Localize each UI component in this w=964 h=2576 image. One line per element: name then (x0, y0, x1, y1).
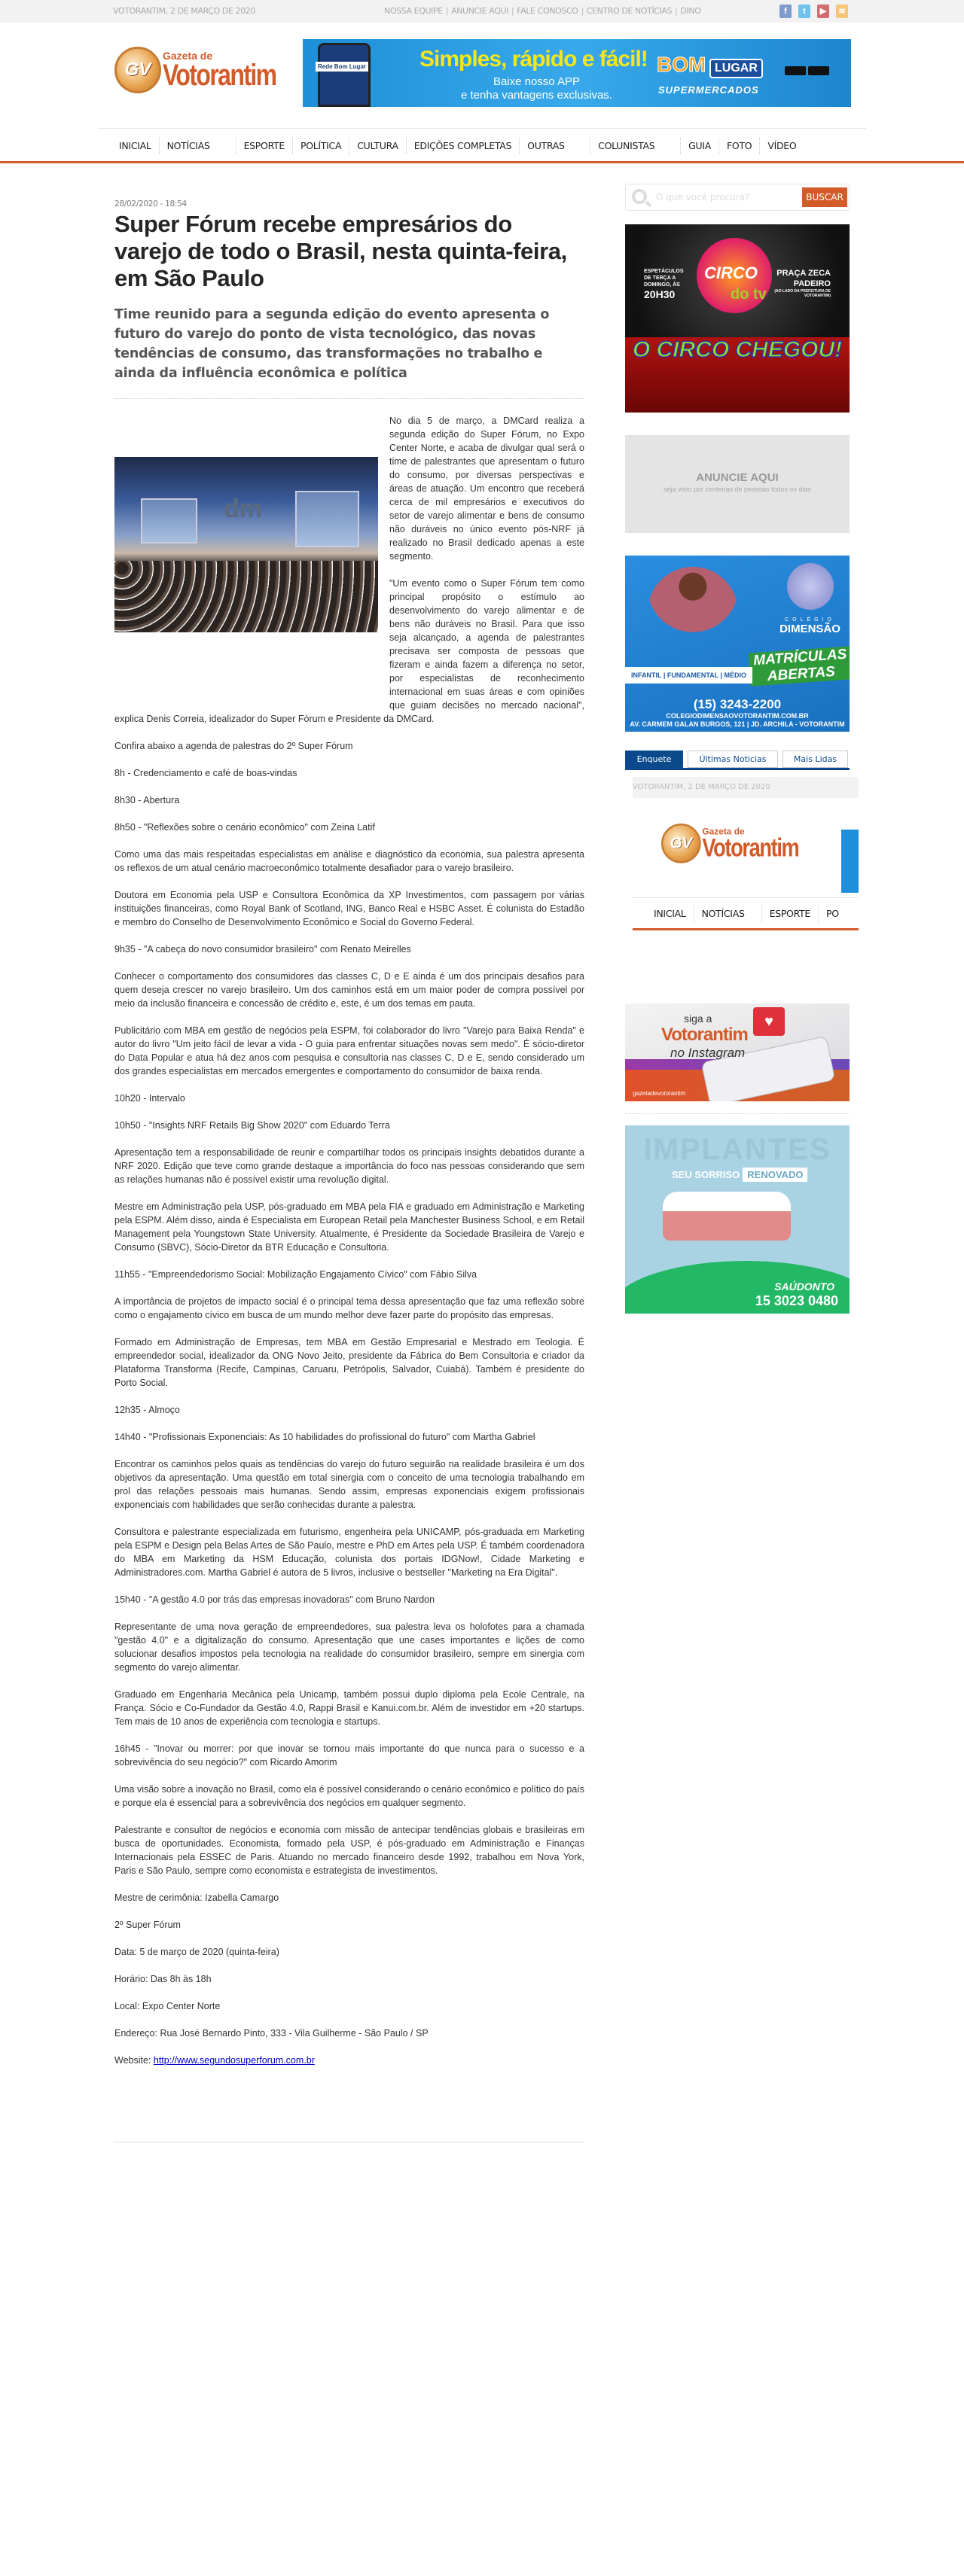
dimensao-levels: INFANTIL | FUNDAMENTAL | MÉDIO (625, 667, 752, 684)
embed-date: VOTORANTIM, 2 DE MARÇO DE 2020 (633, 783, 770, 791)
embed-logo-line1: Gazeta de (702, 826, 745, 836)
implantes-brand: SAÚDONTO (774, 1280, 834, 1293)
article-paragraph: 8h - Credenciamento e café de boas-vindas (114, 768, 297, 778)
implantes-tagline: SEU SORRISO (672, 1169, 740, 1180)
heart-icon: ♥ (753, 1007, 785, 1036)
current-date: VOTORANTIM, 2 DE MARÇO DE 2020 (113, 6, 256, 16)
implantes-highlight: RENOVADO (743, 1168, 807, 1182)
nav-item-poli-tica[interactable]: POLÍTICA (293, 138, 349, 154)
search-box (625, 184, 850, 211)
nav-item-guia[interactable]: GUIA (681, 138, 719, 154)
embed-nav (633, 897, 859, 929)
top-banner-ad[interactable] (303, 39, 851, 107)
article-paragraph: 16h45 - "Inovar ou morrer: por que inovar se tornou mais importante do que nunca para o sucesso e a sobrevivência do seu negócio?" com Ricardo Amorim (114, 1743, 584, 1768)
tab-mais-lidas[interactable]: Mais Lidas (782, 751, 848, 768)
nav-item-inicial[interactable]: INICIAL (646, 906, 694, 922)
nav-item-cultura[interactable]: CULTURA (349, 138, 407, 154)
article-paragraph: Horário: Das 8h às 18h (114, 1974, 212, 1984)
tab-enquete[interactable]: Enquete (625, 751, 683, 768)
website-line (114, 2054, 584, 2067)
article-subtitle: Time reunido para a segunda edição do evento apresenta o futuro do varejo do ponto de vista tecnológico, das novas tendências de consumo, das transformações no trabalho e ainda da influência econômica e política (114, 307, 550, 381)
search-input[interactable]: O que você procura? (656, 192, 750, 202)
article-paragraph: No dia 5 de março, a DMCard realiza a segunda edição do Super Fórum, no Expo Center Norte, e acaba de divulgar qual será o time de palestrantes que apresentam o futuro do consumo, por diversas perspectivas e áreas de atuação. Um encontro que receberá cerca de mil empresários e executivos do setor de varejo alimentar e bens de consumo não duráveis no único evento pós-NRF já realizado no Brasil dedicado apenas a este segmento. (389, 416, 584, 562)
link-dino[interactable]: DINO (680, 6, 701, 16)
link-anuncie-aqui[interactable]: ANUNCIE AQUI (451, 6, 508, 16)
social-links (779, 5, 848, 18)
embed-logo-line2: Votorantim (702, 833, 799, 862)
facebook-icon[interactable]: f (779, 5, 792, 18)
link-fale-conosco[interactable]: FALE CONOSCO (517, 6, 578, 16)
article-paragraph: Endereço: Rua José Bernardo Pinto, 333 - Vila Guilherme - São Paulo / SP (114, 2028, 429, 2039)
article-paragraph: Formado em Administração de Empresas, tem MBA em Gestão Empresarial e Mestrado em Teologia. É empreendedor social, idealizador da ONG Novo Jeito, presidente da Fábrica do Bem Consultoria e criador da Plataforma Transforma (Recife, Campinas, Caruaru, Petrópolis, Salvador, Cuiabá). Também é presidente do Porto Social. (114, 1337, 584, 1388)
nav-underline (0, 161, 964, 163)
article-paragraph: 10h50 - "Insights NRF Retails Big Show 2020" com Eduardo Terra (114, 1120, 390, 1131)
insta-line2: Votorantim (661, 1025, 748, 1045)
article-paragraph: Mestre de cerimônia: Izabella Camargo (114, 1892, 279, 1903)
photo-dm-logo: dm (224, 495, 262, 523)
article-paragraph: 12h35 - Almoço (114, 1405, 180, 1415)
article-paragraph: Apresentação tem a responsabilidade de reunir e compartilhar todos os principais insights debatidos durante a NRF 2020. Edição que teve como grande destaque a importância do foco nas pessoas considerando que sem as relações humanas não é possível existir uma revolução digital. (114, 1147, 584, 1185)
circo-title: CIRCO (704, 263, 758, 282)
logo-badge: GV (114, 47, 161, 93)
banner-sub1: Baixe nosso APP (493, 75, 581, 88)
nav-item-esporte[interactable]: ESPORTE (762, 906, 819, 922)
embed-logo-badge: GV (661, 824, 701, 863)
article-paragraph: Mestre em Administração pela USP, pós-graduado em MBA pela FIA e graduado em Administração e Marketing pela ESPM. Além disso, ainda é Especialista em European Retail pela Manchester Business School, e em Retail Management pela Youngstown State University. Atualmente, é Presidente da Sociedade Brasileira de Varejo e Consumo (SBVC), Sócio-Diretor da BTR Educação e Consultoria. (114, 1201, 584, 1253)
article-paragraph: 10h20 - Intervalo (114, 1093, 185, 1104)
article-paragraph: Graduado em Engenharia Mecânica pela Unicamp, também possui duplo diploma pela Ecole Centrale, na França. Sócio e Co-Fundador da Gestão 4.0, Rappi Brasil e Kanui.com.br. Além de investidor em +20 startups. Tem mais de 10 anos de experiência com tecnologia e startups. (114, 1689, 584, 1727)
youtube-icon[interactable]: ▶ (817, 5, 829, 18)
nav-item-esporte[interactable]: ESPORTE (236, 138, 293, 154)
site-logo[interactable] (114, 47, 304, 93)
link-centro-noticias[interactable]: CENTRO DE NOTÍCIAS (586, 6, 673, 16)
embedded-page-frame (625, 777, 859, 973)
article-paragraph: Data: 5 de março de 2020 (quinta-feira) (114, 1947, 279, 1957)
tab-ultimas-noticias[interactable]: Últimas Noticias (688, 751, 778, 768)
nav-item-noti-cias[interactable]: NOTÍCIAS (694, 906, 762, 922)
nav-item-foto[interactable]: FOTO (719, 138, 760, 154)
circo-place: PRAÇA ZECA PADEIRO (776, 269, 831, 288)
main-nav (98, 128, 866, 163)
brand-bom: BOM (657, 53, 706, 76)
article-paragraph: 8h50 - "Reflexões sobre o cenário econômico" com Zeina Latif (114, 822, 375, 833)
dimensao-site: COLEGIODIMENSAOVOTORANTIM.COM.BR (666, 712, 809, 720)
article-paragraph: Representante de uma nova geração de empreendedores, sua palestra leva os holofotes para a chamada "gestão 4.0" e a digitalização do consumo. Apresentação que une cases importantes e lições de como solucionar desafios impostos pela tecnologia na realidade do consumidor brasileiro, sempre em sinergia com segmento do varejo alimentar. (114, 1621, 584, 1673)
article-paragraph: Uma visão sobre a inovação no Brasil, como ela é possível considerando o cenário econômico e político do país e porque ela é essencial para a sobrevivência dos negócios em qualquer segmento. (114, 1784, 584, 1808)
article-paragraph: 9h35 - "A cabeça do novo consumidor brasileiro" com Renato Meirelles (114, 944, 411, 955)
dimensao-address: AV. CARMEM GALAN BURGOS, 121 | JD. ARCHILA - VOTORANTIM (630, 720, 845, 728)
article-paragraph: Consultora e palestrante especializada em futurismo, engenheira pela UNICAMP, pós-graduada em Marketing pela ESPM e Design pela Belas Artes de São Paulo, mestre e PhD em Artes pela USP. É também coordenadora do MBA em Marketing da HSM Educação, colunista dos portais IDGNow!, Cidade Marketing e Administradores.com. Martha Gabriel é autora de 5 livros, inclusive o bestseller "Marketing na Era Digital". (114, 1527, 584, 1578)
dimensao-matriculas: MATRÍCULAS ABERTAS (749, 646, 850, 686)
article-paragraph: Conhecer o comportamento dos consumidores das classes C, D e E ainda é um dos principais desafios para quem deseja crescer no varejo brasileiro. Um dos caminhos está em um maior poder de compra possível por meio da inclusão financeira e concessão de crédito e, este, é um dos temas em pauta. (114, 971, 584, 1009)
teeth-image (663, 1192, 791, 1241)
article-paragraph: 8h30 - Abertura (114, 795, 180, 805)
implantes-bg: IMPLANTES (643, 1133, 831, 1166)
article-paragraph: 15h40 - "A gestão 4.0 por trás das empresas inovadoras" com Bruno Nardon (114, 1594, 435, 1605)
article-paragraph: Publicitário com MBA em gestão de negócios pela ESPM, foi colaborador do livro "Varejo para Baixa Renda" e autor do livro "Um jeito fácil de levar a vida - O guia para enfrentar situações novas sem medo". É sócio-diretor do Data Popular e atua há dez anos com pesquisa e consultoria nas classes C, D e E, sendo considerado um dos grandes especialistas em mercados emergentes e comportamento do consumidor de baixa renda. (114, 1025, 584, 1076)
top-links: NOSSA EQUIPE | ANUNCIE AQUI | FALE CONOSCO | CENTRO DE NOTÍCIAS | DINO (384, 6, 701, 16)
divider (114, 398, 584, 399)
nav-item-colunistas[interactable]: COLUNISTAS (590, 138, 681, 154)
phone-label: Rede Bom Lugar (316, 62, 368, 72)
dimensao-phone: (15) 3243-2200 (693, 697, 782, 711)
anuncie-aqui-ad[interactable] (625, 435, 850, 533)
insta-line3: no Instagram (670, 1046, 746, 1060)
nav-item-vi-deo[interactable]: VÍDEO (767, 140, 797, 151)
article-paragraph: Encontrar os caminhos pelos quais as tendências do varejo do futuro seguirão na realidade brasileira é um dos objetivos da apresentação. Uma questão em total sinergia com o conceito de uma tecnologia trabalhando em prol das relações pessoais mais humanas. Sendo assim, empresas exponenciais exigem profissionais exponenciais com habilidades que serão conhecidas durante a palestra. (114, 1459, 584, 1510)
nav-item-edic-o-es-completas[interactable]: EDIÇÕES COMPLETAS (407, 138, 520, 154)
article-paragraph: Como uma das mais respeitadas especialistas em análise e diagnóstico da economia, sua palestra apresenta os reflexos de um atual cenário macroeconômico totalmente desafiador para o varejo brasileiro. (114, 849, 584, 873)
top-bar (0, 0, 964, 23)
dimensao-ad[interactable] (625, 556, 850, 732)
app-store-badges (785, 66, 829, 75)
article-body (114, 414, 584, 2067)
phone-image (318, 43, 371, 107)
implantes-ad[interactable] (625, 1125, 850, 1314)
embed-banner (841, 830, 859, 893)
insta-line1: siga a (684, 1012, 712, 1025)
implantes-phone: 15 3023 0480 (755, 1293, 838, 1308)
article-paragraph: Doutora em Economia pela USP e Consultora Econômica da XP Investimentos, com passagem por várias instituições financeiras, como Royal Bank of Scotland, ING, Banco Real e HSBC Asset. É colunista do Estadão e membro do Conselho de Desenvolvimento Econômico e Social do Governo Federal. (114, 890, 584, 927)
circo-ad[interactable] (625, 224, 850, 413)
insta-handle: gazetadevotorantim (633, 1090, 686, 1097)
article-paragraph: A importância de projetos de impacto social é o principal tema dessa apresentação que faz uma reflexão sobre como o engajamento cívico em busca de um mundo melhor deve fazer parte do propósito das empresas. (114, 1296, 584, 1320)
circo-headline: O CIRCO CHEGOU! (632, 337, 843, 362)
article-paragraph: 2º Super Fórum (114, 1920, 181, 1930)
dimensao-name: DIMENSÃO (779, 623, 840, 635)
sidebar-tabs (625, 751, 850, 770)
circo-time: 20H30 (644, 288, 676, 300)
brand-sub: SUPERMERCADOS (658, 84, 759, 96)
logo-line2: Votorantim (163, 59, 276, 92)
article-paragraph: 11h55 - "Empreendedorismo Social: Mobilização Engajamento Cívico" com Fábio Silva (114, 1269, 477, 1280)
embed-logo (661, 824, 822, 863)
website-label: Website: (114, 2055, 154, 2066)
nav-item-inicial[interactable]: INICIAL (111, 138, 160, 154)
article-paragraph: Palestrante e consultor de negócios e economia com missão de antecipar tendências globais e brasileiras em busca de oportunidades. Economista, formado pela USP, é pós-graduado em Administração e Finanças Internacionais pela ESSEC de Paris. Atuando no mercado financeiro desde 1992, trabalhou em Nova York, Paris e São Paulo, sempre como economista e estrategista de investimentos. (114, 1825, 584, 1876)
nav-item-outras[interactable]: OUTRAS (520, 138, 590, 154)
nav-item-po[interactable]: PO (825, 908, 839, 919)
twitter-icon[interactable]: t (798, 5, 810, 18)
nav-item-noti-cias[interactable]: NOTÍCIAS (160, 138, 236, 154)
anuncie-subtitle: seja visto por centenas de pessoas todos os dias (663, 486, 812, 493)
brand-lugar: LUGAR (709, 59, 763, 78)
instagram-ad[interactable] (625, 1003, 850, 1101)
anuncie-title: ANUNCIE AQUI (696, 471, 779, 484)
sidebar-divider (625, 1113, 850, 1114)
circo-schedule: ESPETÁCULOS DE TERÇA A DOMINGO, ÀS (644, 269, 684, 288)
article-title: Super Fórum recebe empresários do varejo de todo o Brasil, nesta quinta-feira, em São Paulo (114, 211, 567, 291)
banner-headline: Simples, rápido e fácil! (419, 47, 648, 72)
dimensao-colegio: COLÉGIO (785, 617, 835, 623)
circo-subtitle: do tv (731, 286, 767, 303)
article-date: 28/02/2020 - 18:54 (114, 199, 187, 209)
search-button[interactable]: BUSCAR (802, 187, 847, 207)
logo-line1: Gazeta de (163, 50, 213, 62)
dimensao-logo (787, 563, 834, 610)
bom-lugar-logo (657, 53, 766, 98)
article-paragraph: 14h40 - "Profissionais Exponenciais: As 10 habilidades do profissional do futuro" com Martha Gabriel (114, 1432, 535, 1442)
link-nossa-equipe[interactable]: NOSSA EQUIPE (384, 6, 443, 16)
banner-sub2: e tenha vantagens exclusivas. (461, 89, 612, 102)
article-paragraph: Local: Expo Center Norte (114, 2001, 221, 2011)
circo-place-note: (AO LADO DA PREFEITURA DE VOTORANTIM) (774, 289, 831, 298)
article-paragraph: Confira abaixo a agenda de palestras do 2º Super Fórum (114, 741, 353, 751)
article (114, 199, 584, 2081)
rss-icon[interactable]: ≋ (836, 5, 848, 18)
website-link[interactable]: http://www.segundosuperforum.com.br (153, 2055, 315, 2066)
article-photo (114, 457, 378, 632)
search-icon (632, 189, 647, 204)
article-paragraph: "Um evento como o Super Fórum tem como principal propósito o estímulo ao desenvolvimento do varejo alimentar e de bens não duráveis no Brasil. Para que isso seja alcançado, a agenda de palestrantes precisava ser composta de pessoas que fizeram e ainda fazem a diferença no setor, por especialistas de reconhecimento internacional em suas áreas e com opiniões que guiam decisões no mercado nacional", explica Denis Correia, idealizador do Super Fórum e Presidente da DMCard. (114, 578, 584, 724)
